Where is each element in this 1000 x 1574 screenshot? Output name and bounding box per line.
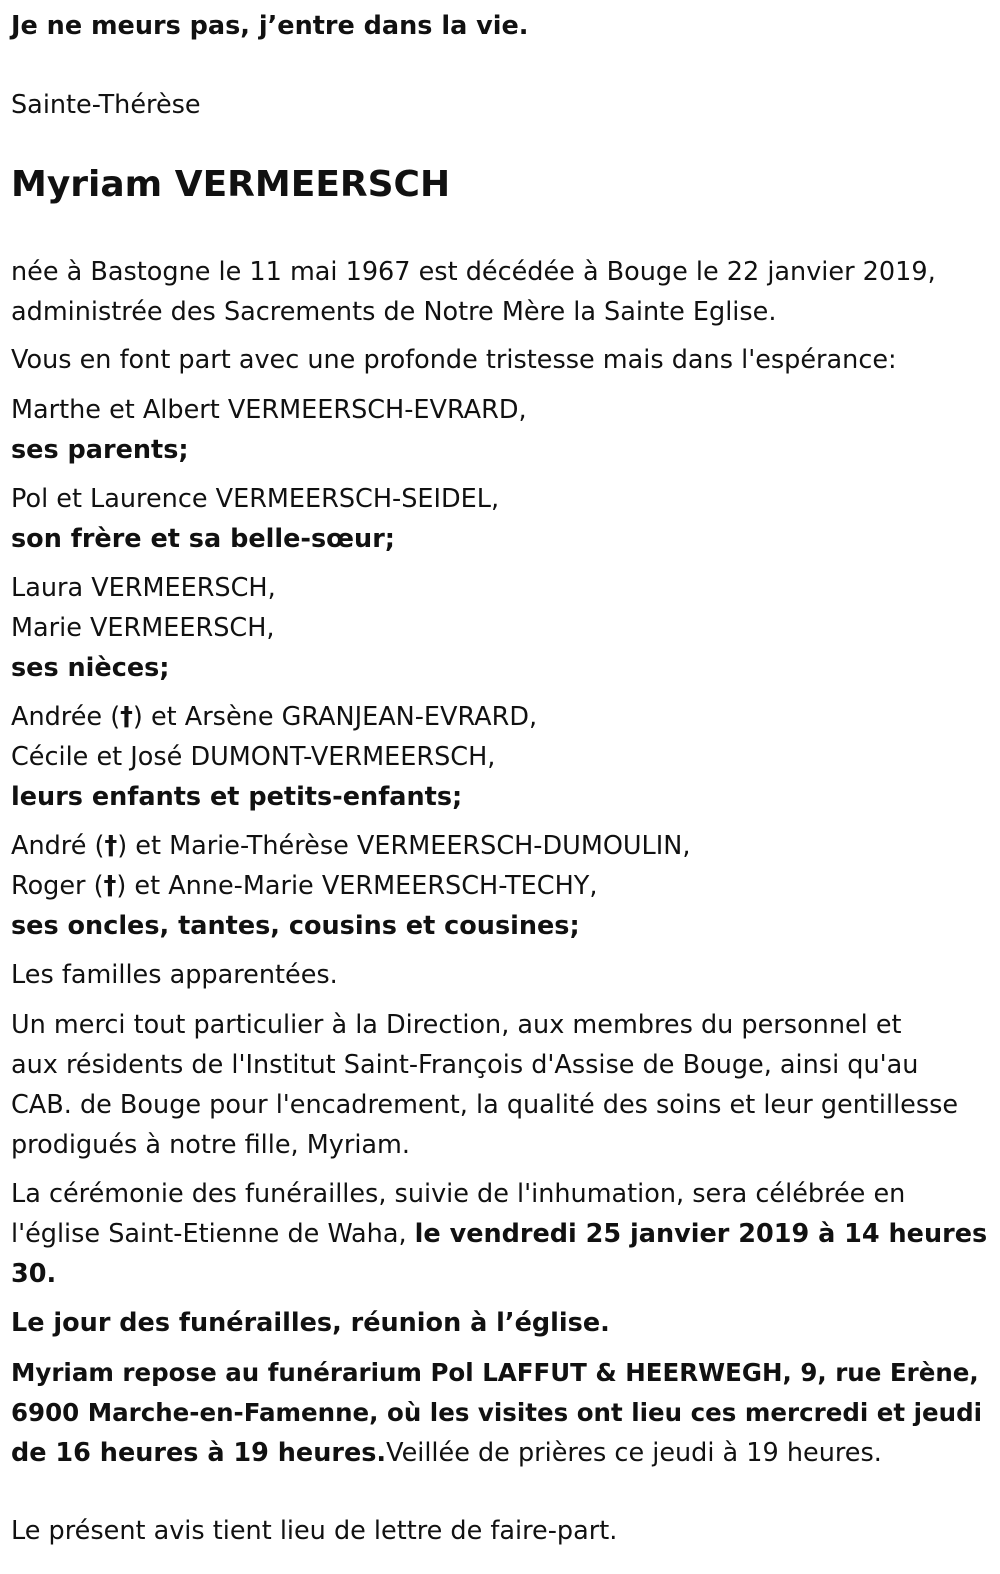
- funeral-home-line-3: [11, 1433, 882, 1473]
- prayer-vigil: Veillée de prières ce jeudi à 19 heures.: [386, 1438, 882, 1468]
- parents-role: ses parents;: [11, 435, 189, 465]
- name-text: ) et Arsène GRANJEAN-EVRARD,: [132, 702, 538, 732]
- name-text: ) et Marie-Thérèse VERMEERSCH-DUMOULIN,: [117, 831, 691, 861]
- dagger-icon: †: [103, 871, 117, 901]
- dagger-icon: †: [120, 702, 133, 732]
- ceremony-line-3: 30.: [11, 1259, 57, 1289]
- thanks-line-1: Un merci tout particulier à la Direction, aux membres du personnel et: [11, 1010, 902, 1040]
- name-text: ) et Anne-Marie VERMEERSCH-TECHY,: [116, 871, 598, 901]
- nieces-role: ses nièces;: [11, 653, 170, 683]
- epigraph: Je ne meurs pas, j’entre dans la vie.: [11, 11, 529, 41]
- grandparents-role: leurs enfants et petits-enfants;: [11, 782, 463, 812]
- funeral-home-line-1: Myriam repose au funérarium Pol LAFFUT & HEERWEGH, 9, rue Erène,: [11, 1358, 979, 1387]
- deceased-name: Myriam VERMEERSCH: [11, 164, 451, 205]
- parents-names: Marthe et Albert VERMEERSCH-EVRARD,: [11, 395, 527, 425]
- ceremony-line-2: [11, 1214, 987, 1254]
- related-families: Les familles apparentées.: [11, 960, 338, 990]
- name-text: Roger (: [11, 871, 104, 901]
- thanks-line-3: CAB. de Bouge pour l'encadrement, la qualité des soins et leur gentillesse: [11, 1090, 959, 1120]
- birth-death-line-2: administrée des Sacrements de Notre Mère la Sainte Eglise.: [11, 297, 777, 327]
- name-text: Andrée (: [11, 702, 121, 732]
- uncles-role: ses oncles, tantes, cousins et cousines;: [11, 911, 580, 941]
- birth-death-line-1: née à Bastogne le 11 mai 1967 est décédée à Bouge le 22 janvier 2019,: [11, 257, 936, 287]
- sibling-role: son frère et sa belle-sœur;: [11, 524, 395, 554]
- grandparents-line-2: Cécile et José DUMONT-VERMEERSCH,: [11, 742, 496, 772]
- thanks-line-2: aux résidents de l'Institut Saint-François d'Assise de Bouge, ainsi qu'au: [11, 1050, 919, 1080]
- uncles-line-1: [11, 826, 690, 866]
- ceremony-date: le vendredi 25 janvier 2019 à 14 heures: [414, 1219, 988, 1249]
- funeral-home-line-2: 6900 Marche-en-Famenne, où les visites ont lieu ces mercredi et jeudi: [11, 1398, 983, 1427]
- announcement: Vous en font part avec une profonde tristesse mais dans l'espérance:: [11, 345, 897, 375]
- thanks-line-4: prodigués à notre fille, Myriam.: [11, 1130, 410, 1160]
- dagger-icon: †: [104, 831, 118, 861]
- meeting-note: Le jour des funérailles, réunion à l’église.: [11, 1308, 610, 1338]
- closing-note: Le présent avis tient lieu de lettre de faire-part.: [11, 1516, 618, 1546]
- place-line: Sainte-Thérèse: [11, 90, 201, 120]
- ceremony-line-1: La cérémonie des funérailles, suivie de l'inhumation, sera célébrée en: [11, 1179, 906, 1209]
- niece-1: Laura VERMEERSCH,: [11, 573, 276, 603]
- name-text: André (: [11, 831, 105, 861]
- uncles-line-2: [11, 866, 597, 906]
- grandparents-line-1: [11, 697, 537, 737]
- ceremony-place: l'église Saint-Etienne de Waha,: [11, 1219, 415, 1249]
- niece-2: Marie VERMEERSCH,: [11, 613, 275, 643]
- visiting-hours: de 16 heures à 19 heures.: [11, 1438, 387, 1468]
- sibling-names: Pol et Laurence VERMEERSCH-SEIDEL,: [11, 484, 500, 514]
